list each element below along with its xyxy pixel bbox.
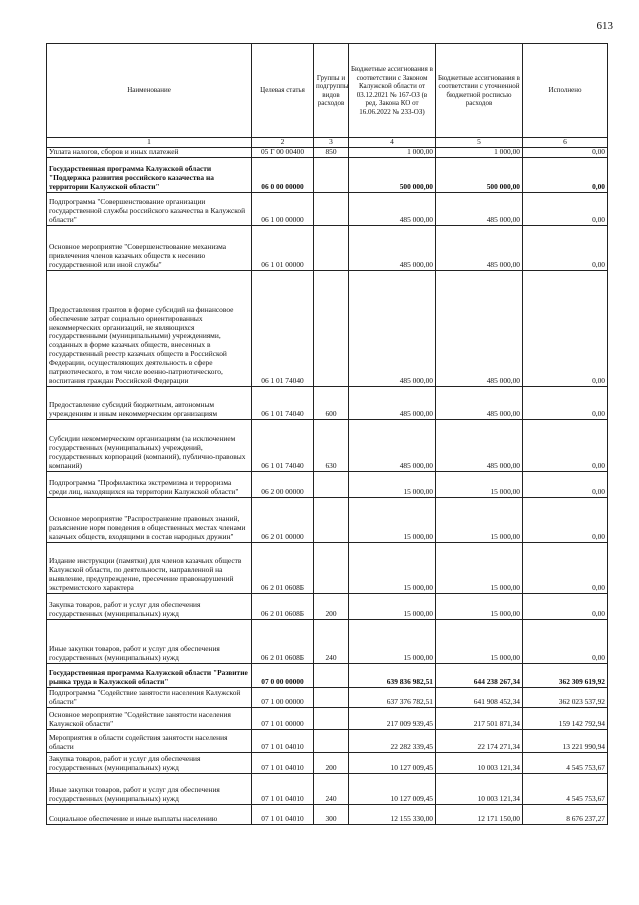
row-group-cell (314, 471, 349, 497)
row-code-cell: 07 0 00 00000 (252, 663, 314, 687)
row-law-amount-cell: 22 282 339,45 (349, 729, 436, 752)
row-code-cell: 06 1 01 74040 (252, 419, 314, 471)
row-law-amount-cell: 15 000,00 (349, 497, 436, 542)
table-row (47, 773, 608, 804)
row-group-cell: 300 (314, 804, 349, 824)
row-name-cell: Социальное обеспечение и иные выплаты населению (47, 804, 252, 824)
row-executed-amount-cell: 0,00 (523, 192, 608, 225)
row-schedule-amount-cell: 1 000,00 (436, 148, 523, 158)
row-executed-amount-cell: 0,00 (523, 542, 608, 593)
row-group-cell: 850 (314, 148, 349, 158)
row-name-cell: Государственная программа Калужской области "Развитие рынка труда в Калужской области" (47, 663, 252, 687)
row-executed-amount-cell: 362 023 537,92 (523, 687, 608, 707)
page-number: 613 (596, 20, 613, 32)
row-name-cell: Иные закупки товаров, работ и услуг для обеспечения государственных (муниципальных) нужд (47, 619, 252, 663)
row-group-cell (314, 157, 349, 192)
header-executed: Исполнено (523, 44, 608, 138)
row-code-cell: 06 2 00 00000 (252, 471, 314, 497)
row-schedule-amount-cell: 485 000,00 (436, 386, 523, 419)
table-row (47, 157, 608, 192)
row-schedule-amount-cell: 22 174 271,34 (436, 729, 523, 752)
row-name-cell: Основное мероприятие "Содействие занятости населения Калужской области" (47, 707, 252, 729)
column-number: 1 (47, 138, 252, 148)
row-law-amount-cell: 10 127 009,45 (349, 773, 436, 804)
header-schedule: Бюджетные ассигнования в соответствии с уточненной бюджетной росписью расходов (436, 44, 523, 138)
row-law-amount-cell: 15 000,00 (349, 542, 436, 593)
row-code-cell: 06 1 00 00000 (252, 192, 314, 225)
column-number-row (47, 138, 608, 148)
table-row (47, 419, 608, 471)
row-name-cell: Предоставления грантов в форме субсидий на финансовое обеспечение затрат социально ориентированных некоммерческих организаций, не являющихся государственными (муниципальными) учреждениями, созданных в форме казачьих обществ, внесенных в государственный реестр казачьих обществ в Российской Федерации, осуществляющих деятельность в сфере патриотического, в том числе военно-патриотического, воспитания граждан Российской Федерации (47, 270, 252, 386)
row-law-amount-cell: 485 000,00 (349, 270, 436, 386)
table-row (47, 707, 608, 729)
table-row (47, 729, 608, 752)
row-schedule-amount-cell: 485 000,00 (436, 419, 523, 471)
row-name-cell: Субсидии некоммерческим организациям (за исключением государственных (муниципальных) учреждений, государственных корпораций (компаний), публично-правовых компаний) (47, 419, 252, 471)
table-row (47, 386, 608, 419)
row-schedule-amount-cell: 15 000,00 (436, 497, 523, 542)
row-group-cell: 600 (314, 386, 349, 419)
row-name-cell: Издание инструкции (памятки) для членов казачьих обществ Калужской области, по деятельности, направленной на выявление, предупреждение, пресечение правонарушений экстремистского характера (47, 542, 252, 593)
row-group-cell (314, 192, 349, 225)
row-group-cell (314, 687, 349, 707)
row-schedule-amount-cell: 10 003 121,34 (436, 773, 523, 804)
row-name-cell: Закупка товаров, работ и услуг для обеспечения государственных (муниципальных) нужд (47, 752, 252, 773)
row-law-amount-cell: 15 000,00 (349, 619, 436, 663)
row-code-cell: 07 1 00 00000 (252, 687, 314, 707)
row-executed-amount-cell: 8 676 237,27 (523, 804, 608, 824)
row-name-cell: Подпрограмма "Профилактика экстремизма и терроризма среди лиц, находящихся на территории Калужской области" (47, 471, 252, 497)
column-number: 6 (523, 138, 608, 148)
row-name-cell: Подпрограмма "Совершенствование организации государственной службы российского казачества в Калужской области" (47, 192, 252, 225)
row-executed-amount-cell: 0,00 (523, 471, 608, 497)
row-law-amount-cell: 217 009 939,45 (349, 707, 436, 729)
table-row (47, 542, 608, 593)
row-executed-amount-cell: 13 221 990,94 (523, 729, 608, 752)
row-schedule-amount-cell: 15 000,00 (436, 542, 523, 593)
row-schedule-amount-cell: 217 501 871,34 (436, 707, 523, 729)
row-schedule-amount-cell: 485 000,00 (436, 225, 523, 270)
table-row (47, 619, 608, 663)
table-row (47, 752, 608, 773)
row-executed-amount-cell: 0,00 (523, 593, 608, 619)
row-executed-amount-cell: 0,00 (523, 419, 608, 471)
row-executed-amount-cell: 0,00 (523, 148, 608, 158)
row-law-amount-cell: 12 155 330,00 (349, 804, 436, 824)
row-law-amount-cell: 500 000,00 (349, 157, 436, 192)
row-name-cell: Иные закупки товаров, работ и услуг для обеспечения государственных (муниципальных) нужд (47, 773, 252, 804)
row-group-cell (314, 729, 349, 752)
row-group-cell (314, 707, 349, 729)
row-name-cell: Подпрограмма "Содействие занятости населения Калужской области" (47, 687, 252, 707)
row-group-cell: 200 (314, 752, 349, 773)
row-group-cell (314, 270, 349, 386)
row-group-cell: 200 (314, 593, 349, 619)
table-row (47, 225, 608, 270)
row-schedule-amount-cell: 10 003 121,34 (436, 752, 523, 773)
row-law-amount-cell: 485 000,00 (349, 386, 436, 419)
row-group-cell (314, 225, 349, 270)
row-law-amount-cell: 485 000,00 (349, 419, 436, 471)
header-groups: Группы и подгруппы видов расходов (314, 44, 349, 138)
row-schedule-amount-cell: 12 171 150,00 (436, 804, 523, 824)
header-name: Наименование (47, 44, 252, 138)
row-schedule-amount-cell: 500 000,00 (436, 157, 523, 192)
table-row (47, 148, 608, 158)
table-row (47, 804, 608, 824)
row-code-cell: 06 1 01 00000 (252, 225, 314, 270)
row-code-cell: 05 Г 00 00400 (252, 148, 314, 158)
row-code-cell: 06 2 01 00000 (252, 497, 314, 542)
column-number: 5 (436, 138, 523, 148)
row-schedule-amount-cell: 641 908 452,34 (436, 687, 523, 707)
row-law-amount-cell: 15 000,00 (349, 471, 436, 497)
row-name-cell: Закупка товаров, работ и услуг для обеспечения государственных (муниципальных) нужд (47, 593, 252, 619)
row-group-cell (314, 542, 349, 593)
row-executed-amount-cell: 0,00 (523, 619, 608, 663)
row-code-cell: 06 1 01 74040 (252, 386, 314, 419)
row-name-cell: Мероприятия в области содействия занятости населения области (47, 729, 252, 752)
row-executed-amount-cell: 0,00 (523, 386, 608, 419)
row-schedule-amount-cell: 485 000,00 (436, 270, 523, 386)
row-executed-amount-cell: 4 545 753,67 (523, 752, 608, 773)
table-row (47, 663, 608, 687)
row-name-cell: Предоставление субсидий бюджетным, автономным учреждениям и иным некоммерческим организациям (47, 386, 252, 419)
row-law-amount-cell: 15 000,00 (349, 593, 436, 619)
row-schedule-amount-cell: 485 000,00 (436, 192, 523, 225)
table-row (47, 497, 608, 542)
row-code-cell: 06 2 01 0608Б (252, 593, 314, 619)
table-row (47, 270, 608, 386)
row-code-cell: 06 1 01 74040 (252, 270, 314, 386)
row-law-amount-cell: 10 127 009,45 (349, 752, 436, 773)
row-law-amount-cell: 639 836 982,51 (349, 663, 436, 687)
row-name-cell: Основное мероприятие "Распространение правовых знаний, разъяснение норм поведения в общественных местах членами казачьих обществ, входящими в состав народных дружин" (47, 497, 252, 542)
row-group-cell (314, 497, 349, 542)
row-executed-amount-cell: 159 142 792,94 (523, 707, 608, 729)
row-schedule-amount-cell: 644 238 267,34 (436, 663, 523, 687)
row-group-cell: 240 (314, 619, 349, 663)
row-schedule-amount-cell: 15 000,00 (436, 471, 523, 497)
row-executed-amount-cell: 0,00 (523, 225, 608, 270)
row-code-cell: 07 1 01 00000 (252, 707, 314, 729)
row-name-cell: Государственная программа Калужской области "Поддержка развития российского казачества на территории Калужской области" (47, 157, 252, 192)
row-group-cell: 240 (314, 773, 349, 804)
column-number: 4 (349, 138, 436, 148)
table-row (47, 593, 608, 619)
column-number: 3 (314, 138, 349, 148)
header-law: Бюджетные ассигнования в соответствии с Законом Калужской области от 03.12.2021 № 167-ОЗ (в ред. Закона КО от 16.06.2022 № 233-ОЗ) (349, 44, 436, 138)
row-schedule-amount-cell: 15 000,00 (436, 619, 523, 663)
row-code-cell: 06 2 01 0608Б (252, 619, 314, 663)
table-row (47, 687, 608, 707)
row-group-cell (314, 663, 349, 687)
row-executed-amount-cell: 0,00 (523, 497, 608, 542)
row-executed-amount-cell: 0,00 (523, 270, 608, 386)
row-name-cell: Основное мероприятие "Совершенствование механизма привлечения членов казачьих обществ к несению государственной или иной службы" (47, 225, 252, 270)
row-code-cell: 06 0 00 00000 (252, 157, 314, 192)
header-row (47, 44, 608, 138)
row-executed-amount-cell: 0,00 (523, 157, 608, 192)
row-code-cell: 07 1 01 04010 (252, 773, 314, 804)
column-number: 2 (252, 138, 314, 148)
row-code-cell: 07 1 01 04010 (252, 804, 314, 824)
header-target: Целевая статья (252, 44, 314, 138)
row-code-cell: 07 1 01 04010 (252, 729, 314, 752)
budget-table (46, 43, 608, 825)
row-code-cell: 06 2 01 0608Б (252, 542, 314, 593)
row-law-amount-cell: 485 000,00 (349, 192, 436, 225)
row-group-cell: 630 (314, 419, 349, 471)
row-law-amount-cell: 1 000,00 (349, 148, 436, 158)
row-schedule-amount-cell: 15 000,00 (436, 593, 523, 619)
row-executed-amount-cell: 362 309 619,92 (523, 663, 608, 687)
row-law-amount-cell: 485 000,00 (349, 225, 436, 270)
row-name-cell: Уплата налогов, сборов и иных платежей (47, 148, 252, 158)
row-law-amount-cell: 637 376 782,51 (349, 687, 436, 707)
row-code-cell: 07 1 01 04010 (252, 752, 314, 773)
table-row (47, 471, 608, 497)
row-executed-amount-cell: 4 545 753,67 (523, 773, 608, 804)
table-row (47, 192, 608, 225)
